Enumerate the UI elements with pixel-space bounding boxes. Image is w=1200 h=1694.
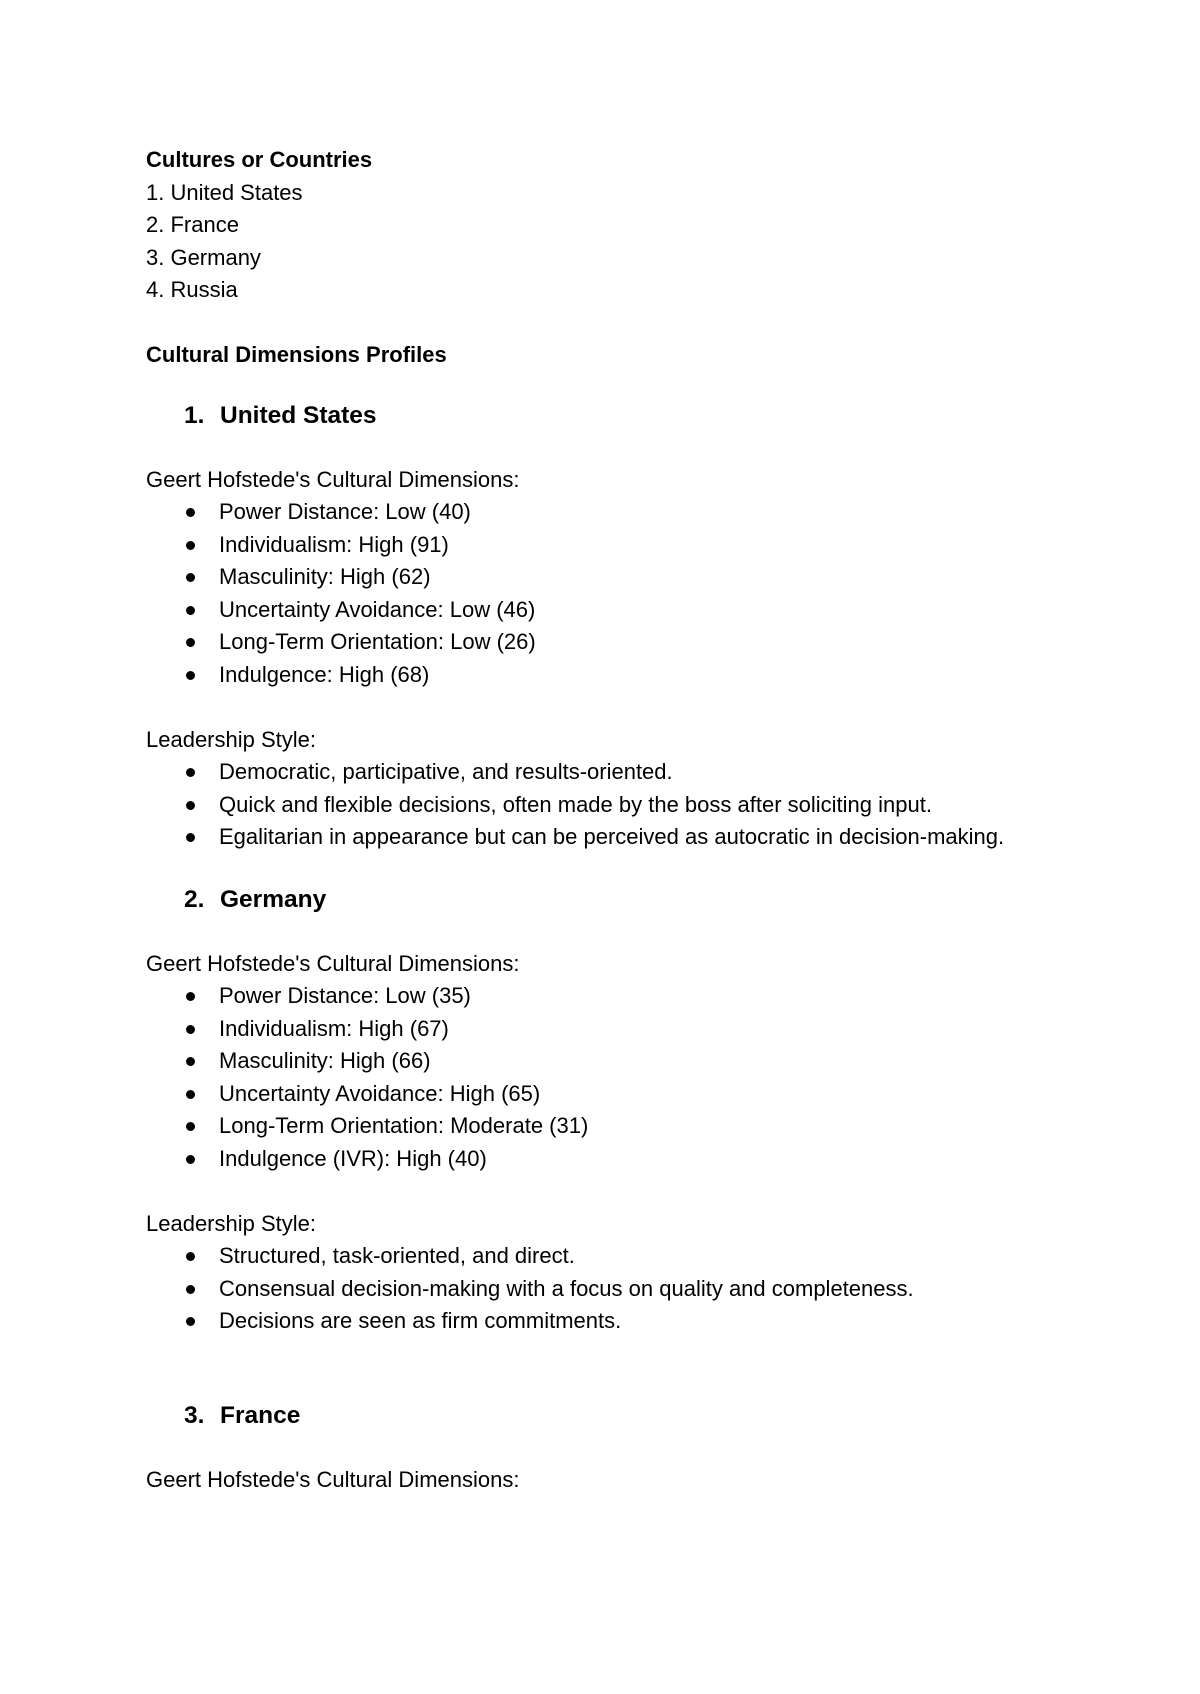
section-number: 3. xyxy=(184,1401,205,1429)
list-item: Power Distance: Low (40) xyxy=(146,496,1066,529)
bullet-icon xyxy=(186,1057,195,1066)
list-item: Decisions are seen as firm commitments. xyxy=(146,1305,1066,1338)
section-title: United States xyxy=(220,401,377,429)
bullet-icon xyxy=(186,606,195,615)
section-heading-germany xyxy=(146,882,1066,918)
section-heading-france xyxy=(146,1398,1066,1434)
leadership-label: Leadership Style: xyxy=(146,726,316,752)
list-item: Structured, task-oriented, and direct. xyxy=(146,1240,1066,1273)
bullet-icon xyxy=(186,541,195,550)
document-page xyxy=(146,144,1066,1496)
list-item: Masculinity: High (66) xyxy=(146,1045,1066,1078)
bullet-icon xyxy=(186,1090,195,1099)
dimensions-list xyxy=(146,496,1066,691)
bullet-icon xyxy=(186,1025,195,1034)
list-item: Masculinity: High (62) xyxy=(146,561,1066,594)
profiles-heading: Cultural Dimensions Profiles xyxy=(146,342,447,367)
list-item: Egalitarian in appearance but can be perceived as autocratic in decision-making. xyxy=(146,821,1066,854)
bullet-icon xyxy=(186,833,195,842)
section-heading-united-states xyxy=(146,398,1066,434)
bullet-icon xyxy=(186,671,195,680)
list-item: Quick and flexible decisions, often made by the boss after soliciting input. xyxy=(146,789,1066,822)
list-item: Indulgence (IVR): High (40) xyxy=(146,1143,1066,1176)
section-title: Germany xyxy=(220,885,327,913)
list-item: Power Distance: Low (35) xyxy=(146,980,1066,1013)
list-item: Consensual decision-making with a focus on quality and completeness. xyxy=(146,1273,1066,1306)
bullet-icon xyxy=(186,1155,195,1164)
section-number: 1. xyxy=(184,401,205,429)
bullet-icon xyxy=(186,992,195,1001)
bullet-icon xyxy=(186,1317,195,1326)
bullet-icon xyxy=(186,638,195,647)
bullet-icon xyxy=(186,508,195,517)
section-title: France xyxy=(220,1401,301,1429)
bullet-icon xyxy=(186,1122,195,1131)
countries-heading: Cultures or Countries xyxy=(146,147,373,172)
list-item: Democratic, participative, and results-oriented. xyxy=(146,756,1066,789)
list-item: Indulgence: High (68) xyxy=(146,659,1066,692)
list-item: Long-Term Orientation: Moderate (31) xyxy=(146,1110,1066,1143)
dimensions-label: Geert Hofstede's Cultural Dimensions: xyxy=(146,950,520,976)
bullet-icon xyxy=(186,768,195,777)
dimensions-list xyxy=(146,980,1066,1175)
section-number: 2. xyxy=(184,885,205,913)
list-item: Individualism: High (91) xyxy=(146,529,1066,562)
bullet-icon xyxy=(186,1285,195,1294)
list-item: Uncertainty Avoidance: High (65) xyxy=(146,1078,1066,1111)
list-item: Individualism: High (67) xyxy=(146,1013,1066,1046)
bullet-icon xyxy=(186,801,195,810)
country-item: 4. Russia xyxy=(146,277,238,302)
country-item: 2. France xyxy=(146,212,239,237)
bullet-icon xyxy=(186,573,195,582)
leadership-label: Leadership Style: xyxy=(146,1210,316,1236)
bullet-icon xyxy=(186,1252,195,1261)
country-item: 1. United States xyxy=(146,179,303,205)
list-item: Uncertainty Avoidance: Low (46) xyxy=(146,594,1066,627)
list-item: Long-Term Orientation: Low (26) xyxy=(146,626,1066,659)
leadership-list xyxy=(146,756,1066,854)
country-item: 3. Germany xyxy=(146,244,261,270)
dimensions-label: Geert Hofstede's Cultural Dimensions: xyxy=(146,1466,520,1492)
dimensions-label: Geert Hofstede's Cultural Dimensions: xyxy=(146,466,520,492)
leadership-list xyxy=(146,1240,1066,1338)
